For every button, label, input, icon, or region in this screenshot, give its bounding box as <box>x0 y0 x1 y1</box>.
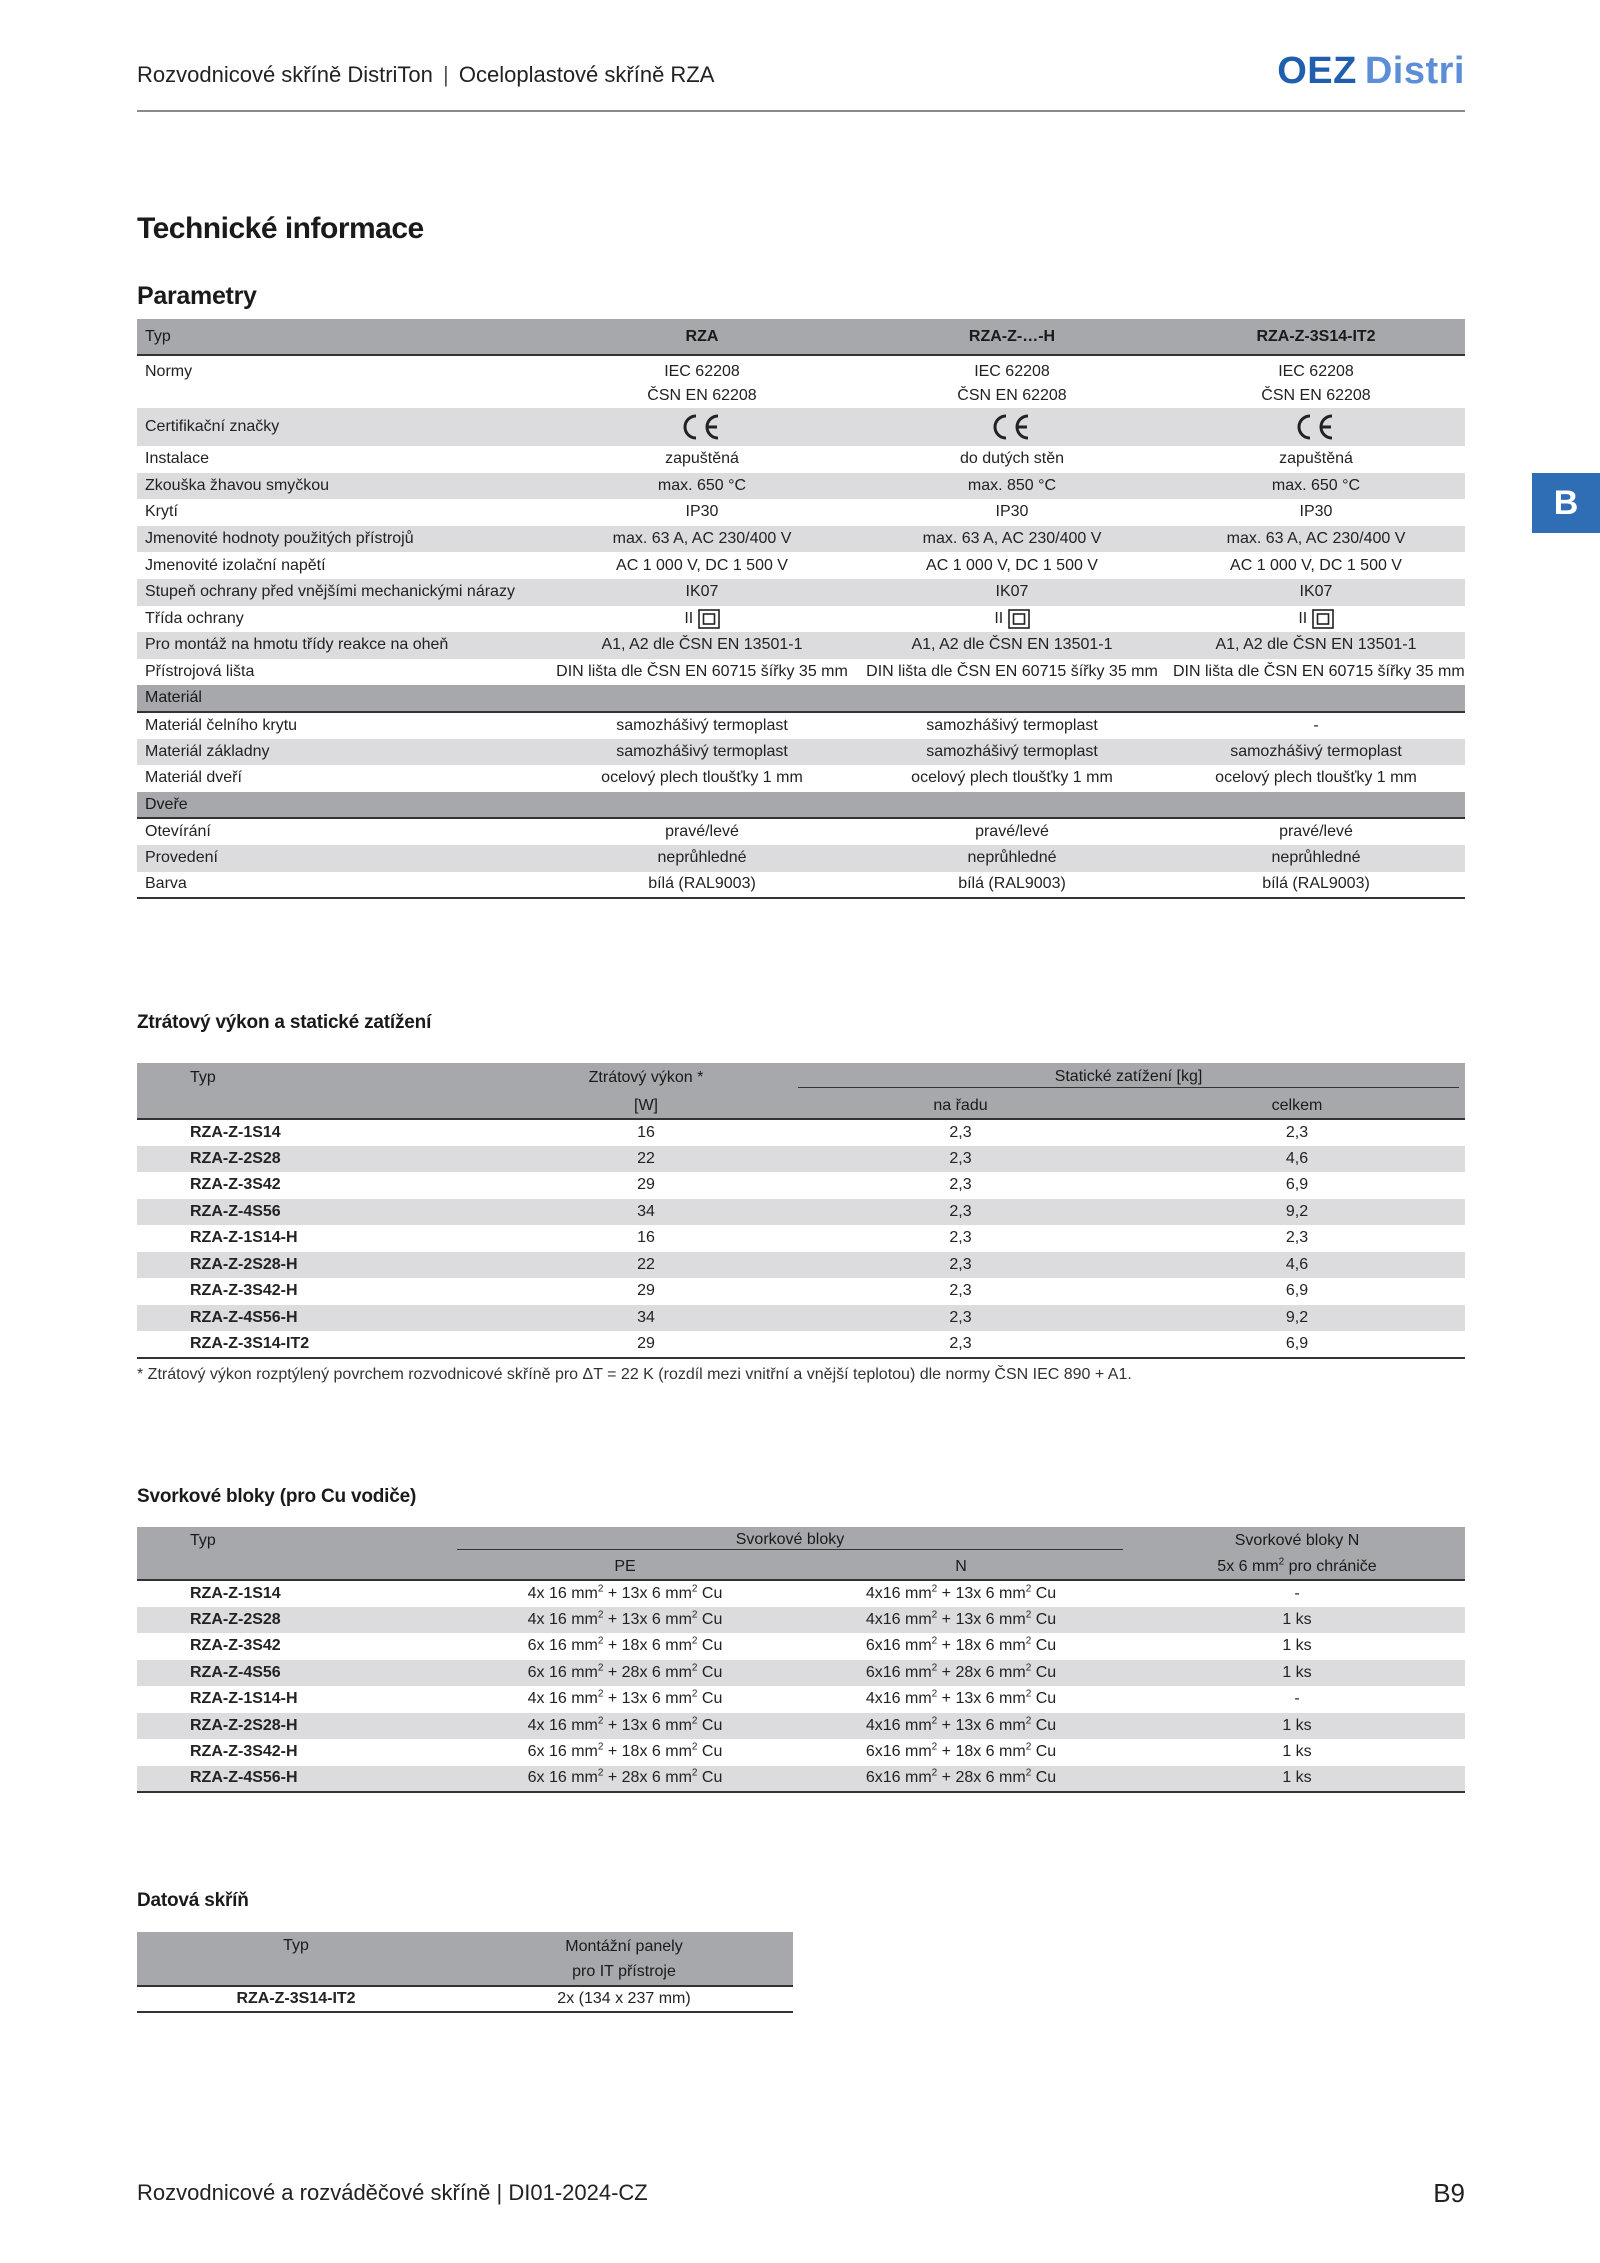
params-col-header: RZA <box>547 319 857 355</box>
terminals-blocks-n: 1 ks <box>1129 1713 1465 1740</box>
chapter-tab: B <box>1532 473 1600 533</box>
loss-type: RZA-Z-2S28-H <box>137 1252 500 1279</box>
param-value: neprůhledné <box>1167 845 1465 872</box>
table-row <box>137 765 1465 792</box>
loss-value: 34 <box>500 1305 792 1332</box>
param-value: AC 1 000 V, DC 1 500 V <box>926 556 1098 574</box>
terminals-n: 6x16 $mm^2 + 28x$ 6 $mm^2$ Cu <box>793 1660 1129 1687</box>
loss-value: 9,2 <box>1129 1199 1465 1226</box>
param-label: Provedení <box>137 845 547 872</box>
table-row <box>137 446 1465 473</box>
terminals-type: RZA-Z-3S42 <box>190 1637 281 1655</box>
ce-mark-icon <box>1294 412 1338 442</box>
terminals-blocks-n: 1 ks <box>1282 1743 1312 1761</box>
databox-header-row <box>137 1932 793 1986</box>
param-value: max. 850 °C <box>857 473 1167 500</box>
loss-value: 4,6 <box>1129 1252 1465 1279</box>
loss-value: 29 <box>637 1282 655 1300</box>
table-row <box>137 818 1465 845</box>
loss-col-power-unit: [W] <box>500 1093 792 1119</box>
param-value: IEC 62208 ČSN EN 62208 <box>1261 363 1371 404</box>
param-value: IEC 62208 ČSN EN 62208 <box>647 363 757 404</box>
terminals-pe: 4x 16 $mm^2 + 13x$ 6 $mm^2$ Cu <box>457 1713 793 1740</box>
param-value: samozhášivý termoplast <box>547 739 857 766</box>
loss-col-total: celkem <box>1129 1093 1465 1119</box>
page-number: B9 <box>1433 2178 1465 2208</box>
page-header <box>137 50 1465 112</box>
param-value <box>547 606 857 633</box>
param-value: do dutých stěn <box>959 450 1065 468</box>
loss-col-type-empty <box>137 1093 500 1119</box>
loss-col-power: Ztrátový výkon * <box>500 1063 792 1093</box>
loss-value: 2,3 <box>949 1176 972 1194</box>
param-value: AC 1 000 V, DC 1 500 V <box>616 556 788 574</box>
table-row <box>137 1172 1465 1199</box>
page-title: Technické informace <box>137 212 424 245</box>
param-value: pravé/levé <box>665 823 739 841</box>
param-label: Certifikační značky <box>137 408 547 446</box>
params-section-label: Dveře <box>137 792 1465 819</box>
table-row <box>137 1225 1465 1252</box>
param-value: A1, A2 dle ČSN EN 13501-1 <box>547 632 857 659</box>
param-value: IP30 <box>995 503 1029 521</box>
logo-distri: Distri <box>1364 50 1465 92</box>
terminals-pe: 6x 16 $mm^2 + 18x$ 6 $mm^2$ Cu <box>527 1741 723 1761</box>
class-ii-icon <box>1008 609 1030 629</box>
param-value <box>857 408 1167 446</box>
databox-table <box>137 1932 793 2013</box>
ce-mark-icon <box>680 412 724 442</box>
table-row <box>137 1252 1465 1279</box>
param-value: A1, A2 dle ČSN EN 13501-1 <box>1167 632 1465 659</box>
terminals-type: RZA-Z-1S14 <box>190 1584 281 1602</box>
table-row <box>137 1686 1465 1713</box>
loss-table <box>137 1063 1465 1359</box>
param-label: Jmenovité hodnoty použitých přístrojů <box>137 526 547 553</box>
param-value: IK07 <box>547 579 857 606</box>
terminals-n: 6x16 $mm^2 + 28x$ 6 $mm^2$ Cu <box>793 1766 1129 1793</box>
table-row <box>137 1986 793 2012</box>
terminals-blocks-n: 1 ks <box>1282 1637 1312 1655</box>
loss-value: 2,3 <box>792 1199 1129 1226</box>
param-value <box>547 408 857 446</box>
params-header-row <box>137 319 1465 355</box>
loss-value: 2,3 <box>792 1252 1129 1279</box>
param-value: IEC 62208 ČSN EN 62208 <box>957 363 1067 404</box>
terminals-header-row-2 <box>137 1554 1465 1580</box>
terminals-type: RZA-Z-3S42-H <box>190 1743 298 1761</box>
table-row <box>137 632 1465 659</box>
param-value: ocelový plech tloušťky 1 mm <box>911 769 1113 787</box>
loss-type: RZA-Z-3S42-H <box>190 1282 298 1300</box>
param-value: max. 63 A, AC 230/400 V <box>547 526 857 553</box>
table-row <box>137 1633 1465 1660</box>
param-value <box>1167 606 1465 633</box>
class-ii-icon <box>698 609 720 629</box>
param-value: DIN lišta dle ČSN EN 60715 šířky 35 mm <box>556 663 848 681</box>
terminals-heading: Svorkové bloky (pro Cu vodiče) <box>137 1486 417 1507</box>
terminals-col-n: N <box>793 1554 1129 1580</box>
param-value: AC 1 000 V, DC 1 500 V <box>1230 556 1402 574</box>
terminals-pe: 4x 16 $mm^2 + 13x$ 6 $mm^2$ Cu <box>527 1583 723 1602</box>
param-value: zapuštěná <box>1279 450 1353 468</box>
table-row <box>137 845 1465 872</box>
param-value: IP30 <box>1299 503 1333 521</box>
table-row <box>137 872 1465 899</box>
class-label: II <box>684 610 694 628</box>
loss-value: 16 <box>637 1123 655 1141</box>
table-row <box>137 1660 1465 1687</box>
table-row <box>137 606 1465 633</box>
loss-value: 2,3 <box>1285 1123 1309 1141</box>
terminals-n: 4x16 $mm^2 + 13x$ 6 $mm^2$ Cu <box>793 1607 1129 1634</box>
loss-col-type: Typ <box>137 1063 500 1093</box>
databox-value: 2x (134 x 237 mm) <box>557 1990 691 2007</box>
loss-header-row-1 <box>137 1063 1465 1093</box>
params-col-header: RZA-Z-…-H <box>857 319 1167 355</box>
terminals-blocks-n: 1 ks <box>1129 1607 1465 1634</box>
table-row <box>137 499 1465 526</box>
table-row <box>137 1146 1465 1173</box>
param-label: Přístrojová lišta <box>145 663 255 681</box>
loss-heading: Ztrátový výkon a statické zatížení <box>137 1012 432 1033</box>
databox-heading: Datová skříň <box>137 1890 249 1911</box>
loss-value: 9,2 <box>1129 1305 1465 1332</box>
loss-value: 16 <box>637 1229 655 1247</box>
param-value: samozhášivý termoplast <box>616 716 788 734</box>
loss-value: 2,3 <box>949 1334 972 1352</box>
loss-type: RZA-Z-1S14-H <box>190 1229 298 1247</box>
terminals-blocks-n: - <box>1294 1690 1300 1708</box>
loss-value: 6,9 <box>1285 1282 1309 1300</box>
terminals-n: 4x16 $mm^2 + 13x$ 6 $mm^2$ Cu <box>793 1713 1129 1740</box>
param-label: Normy <box>145 363 193 380</box>
param-value <box>1167 408 1465 446</box>
param-value: zapuštěná <box>665 450 739 468</box>
param-value: pravé/levé <box>1279 823 1353 841</box>
param-value: samozhášivý termoplast <box>857 739 1167 766</box>
terminals-type: RZA-Z-4S56 <box>137 1660 457 1687</box>
table-row <box>137 1607 1465 1634</box>
loss-value: 2,3 <box>949 1123 972 1141</box>
terminals-type: RZA-Z-2S28-H <box>137 1713 457 1740</box>
terminals-col-blocks-n: Svorkové bloky N <box>1129 1527 1465 1554</box>
param-value: IP30 <box>685 503 719 521</box>
table-row <box>137 526 1465 553</box>
terminals-pe: 4x 16 $mm^2 + 13x$ 6 $mm^2$ Cu <box>457 1607 793 1634</box>
param-value: DIN lišta dle ČSN EN 60715 šířky 35 mm <box>1173 663 1465 681</box>
table-row <box>137 739 1465 766</box>
terminals-header-row-1 <box>137 1527 1465 1554</box>
param-label: Instalace <box>145 450 210 468</box>
param-value: IK07 <box>857 579 1167 606</box>
param-label: Krytí <box>145 503 178 521</box>
terminals-col-pe: PE <box>457 1554 793 1580</box>
footer-text: Rozvodnicové a rozváděčové skříně | DI01-2024-CZ <box>137 2180 648 2205</box>
table-row <box>137 1119 1465 1146</box>
terminals-col-type-empty <box>137 1554 457 1580</box>
param-value: max. 63 A, AC 230/400 V <box>857 526 1167 553</box>
params-heading: Parametry <box>137 282 257 310</box>
loss-type: RZA-Z-3S42 <box>190 1176 281 1194</box>
param-label: Barva <box>145 875 187 893</box>
param-value: max. 650 °C <box>547 473 857 500</box>
databox-col-type: Typ <box>137 1932 455 1986</box>
terminals-blocks-n: 1 ks <box>1129 1766 1465 1793</box>
terminals-type: RZA-Z-2S28 <box>137 1607 457 1634</box>
param-label: Stupeň ochrany před vnějšími mechanickými nárazy <box>137 579 547 606</box>
table-row <box>137 355 1465 408</box>
class-label: II <box>1298 610 1308 628</box>
params-col-header: Typ <box>137 319 547 355</box>
oez-distri-logo <box>1277 50 1465 93</box>
loss-value: 2,3 <box>792 1146 1129 1173</box>
loss-value: 22 <box>500 1146 792 1173</box>
terminals-n: 4x16 $mm^2 + 13x$ 6 $mm^2$ Cu <box>865 1583 1057 1602</box>
loss-type: RZA-Z-4S56-H <box>137 1305 500 1332</box>
databox-type: RZA-Z-3S14-IT2 <box>236 1990 356 2007</box>
terminals-type: RZA-Z-4S56-H <box>137 1766 457 1793</box>
loss-type: RZA-Z-1S14 <box>190 1123 281 1141</box>
loss-type: RZA-Z-3S14-IT2 <box>190 1334 310 1352</box>
table-row <box>137 408 1465 446</box>
ce-mark-icon <box>990 412 1034 442</box>
table-row <box>137 659 1465 686</box>
params-table <box>137 319 1465 899</box>
param-value: IK07 <box>1167 579 1465 606</box>
param-value: bílá (RAL9003) <box>1262 875 1370 893</box>
loss-value: 22 <box>500 1252 792 1279</box>
table-row <box>137 473 1465 500</box>
terminals-n: 6x16 $mm^2 + 18x$ 6 $mm^2$ Cu <box>865 1741 1057 1761</box>
param-value: samozhášivý termoplast <box>926 716 1098 734</box>
params-section-row <box>137 792 1465 819</box>
table-row <box>137 1739 1465 1766</box>
table-row <box>137 1580 1465 1607</box>
table-row <box>137 1199 1465 1226</box>
params-col-header: RZA-Z-3S14-IT2 <box>1167 319 1465 355</box>
class-ii-icon <box>1312 609 1334 629</box>
terminals-blocks-n: - <box>1294 1584 1300 1602</box>
terminals-type: RZA-Z-1S14-H <box>190 1690 298 1708</box>
loss-value: 6,9 <box>1285 1176 1309 1194</box>
param-value: ocelový plech tloušťky 1 mm <box>1215 769 1417 787</box>
class-label: II <box>994 610 1004 628</box>
params-section-label: Materiál <box>137 685 1465 712</box>
loss-value: 2,3 <box>792 1305 1129 1332</box>
databox-col-panels: Montážní panely pro IT přístroje <box>455 1932 793 1986</box>
param-label: Materiál čelního krytu <box>145 716 298 734</box>
header-separator: | <box>443 62 449 87</box>
terminals-n: 4x16 $mm^2 + 13x$ 6 $mm^2$ Cu <box>865 1688 1057 1708</box>
terminals-col-type: Typ <box>137 1527 457 1554</box>
param-label: Materiál základny <box>137 739 547 766</box>
header-title-sub: Oceloplastové skříně RZA <box>458 62 715 87</box>
param-label: Třída ochrany <box>145 609 244 627</box>
loss-value: 29 <box>637 1176 655 1194</box>
loss-type: RZA-Z-4S56 <box>137 1199 500 1226</box>
loss-header-row-2 <box>137 1093 1465 1119</box>
param-label: Jmenovité izolační napětí <box>145 556 326 574</box>
param-value: max. 63 A, AC 230/400 V <box>1167 526 1465 553</box>
table-row <box>137 1331 1465 1358</box>
param-value: samozhášivý termoplast <box>1167 739 1465 766</box>
terminals-table <box>137 1527 1465 1793</box>
param-value: A1, A2 dle ČSN EN 13501-1 <box>857 632 1167 659</box>
terminals-col-blocks: Svorkové bloky <box>457 1527 1129 1554</box>
param-label: Zkouška žhavou smyčkou <box>137 473 547 500</box>
param-label: Pro montáž na hmotu třídy reakce na oheň <box>137 632 547 659</box>
param-value: neprůhledné <box>547 845 857 872</box>
param-value: neprůhledné <box>857 845 1167 872</box>
table-row <box>137 712 1465 739</box>
loss-value: 2,3 <box>949 1282 972 1300</box>
param-label: Otevírání <box>145 823 211 841</box>
table-row <box>137 1713 1465 1740</box>
param-value: max. 650 °C <box>1167 473 1465 500</box>
loss-col-static: Statické zatížení [kg] <box>792 1063 1465 1093</box>
params-section-row <box>137 685 1465 712</box>
terminals-n: 6x16 $mm^2 + 18x$ 6 $mm^2$ Cu <box>865 1635 1057 1655</box>
param-value: bílá (RAL9003) <box>648 875 756 893</box>
table-row <box>137 1305 1465 1332</box>
terminals-col-blocks-n-sub: 5x 6 $mm^2$ pro chrániče <box>1129 1554 1465 1580</box>
param-value: DIN lišta dle ČSN EN 60715 šířky 35 mm <box>866 663 1158 681</box>
terminals-pe: 4x 16 $mm^2 + 13x$ 6 $mm^2$ Cu <box>527 1688 723 1708</box>
loss-col-row: na řadu <box>792 1093 1129 1119</box>
terminals-blocks-n: 1 ks <box>1129 1660 1465 1687</box>
loss-type: RZA-Z-2S28 <box>137 1146 500 1173</box>
table-row <box>137 1766 1465 1793</box>
terminals-pe: 6x 16 $mm^2 + 28x$ 6 $mm^2$ Cu <box>457 1766 793 1793</box>
param-value: ocelový plech tloušťky 1 mm <box>601 769 803 787</box>
param-value: - <box>1313 716 1319 734</box>
table-row <box>137 1278 1465 1305</box>
param-value: bílá (RAL9003) <box>958 875 1066 893</box>
loss-value: 4,6 <box>1129 1146 1465 1173</box>
param-value <box>857 606 1167 633</box>
header-title-main: Rozvodnicové skříně DistriTon <box>137 62 433 87</box>
loss-value: 34 <box>500 1199 792 1226</box>
terminals-pe: 6x 16 $mm^2 + 28x$ 6 $mm^2$ Cu <box>457 1660 793 1687</box>
logo-oez: OEZ <box>1277 50 1357 92</box>
terminals-pe: 6x 16 $mm^2 + 18x$ 6 $mm^2$ Cu <box>527 1635 723 1655</box>
loss-footnote: * Ztrátový výkon rozptýlený povrchem rozvodnicové skříně pro ΔT = 22 K (rozdíl mezi vnitřní a vnější teplotou) dle normy ČSN IEC 890 + A1. <box>137 1366 1132 1383</box>
param-label: Materiál dveří <box>145 769 242 787</box>
param-value: pravé/levé <box>975 823 1049 841</box>
loss-value: 6,9 <box>1285 1334 1309 1352</box>
loss-value: 29 <box>637 1334 655 1352</box>
table-row <box>137 552 1465 579</box>
table-row <box>137 579 1465 606</box>
loss-value: 2,3 <box>949 1229 972 1247</box>
loss-value: 2,3 <box>1285 1229 1309 1247</box>
header-title <box>137 62 714 88</box>
